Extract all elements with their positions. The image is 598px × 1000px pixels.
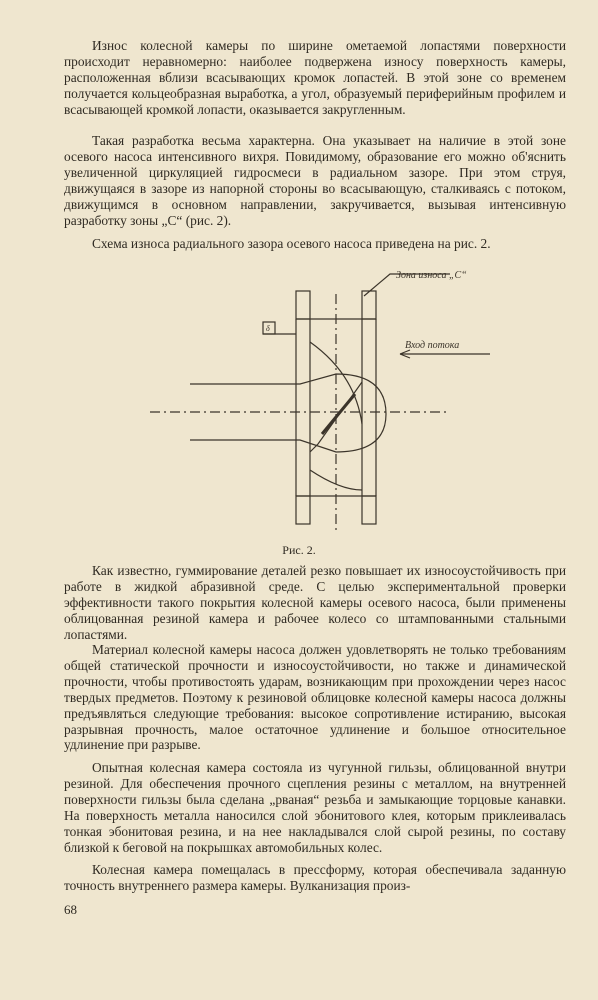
zone-label: Зона износа „С“ [396, 270, 467, 281]
figure-pump-diagram [150, 264, 550, 544]
figure-caption: Рис. 2. [282, 543, 316, 557]
paragraph-1: Износ колесной камеры по ширине ометаемой лопастями поверхности происходит неравномерно: наиболее подвержена износу поверхность камеры, расположенная вблизи всасывающих кромок лопастей. В этой зоне со временем получается кольцеобразная выработка, а угол, образуемый периферийным профилем и всасывающей кромкой лопасти, оказывается закругленным. [64, 38, 566, 117]
page-number: 68 [64, 902, 77, 917]
paragraph-4: Как известно, гуммирование деталей резко повышает их износоустойчивость при работе в жидкой абразивной среде. С целью экспериментальной проверки эффективности такого покрытия колесной камеры осевого насоса, были применены облицованная резиной камера и рабочее колесо со штампованными стальными лопастями. [64, 563, 566, 642]
flow-label: Вход потока [405, 340, 460, 351]
paragraph-2: Такая разработка весьма характерна. Она указывает на наличие в этой зоне осевого насоса интенсивного вихря. Повидимому, образование его можно об'яснить увеличенной циркуляцией гидросмеси в радиальном зазоре. При этом струя, движущаяся в зазоре из напорной стороны во всасывающую, сталкиваясь с потоком, движущимся в основном направлении, закручивается, вызывая интенсивную разработку зоны „С“ (рис. 2). [64, 133, 566, 228]
gap-label: δ [266, 324, 270, 333]
paragraph-7: Колесная камера помещалась в прессформу, которая обеспечивала заданную точность внутреннего размера камеры. Вулканизация произ- [64, 862, 566, 893]
paragraph-6: Опытная колесная камера состояла из чугунной гильзы, облицованной внутри резиной. Для обеспечения прочного сцепления резины с металлом, на внутренней поверхности гильзы была сделана „рваная“ резьба и замыкающие торцовые канавки. На поверхность металла наносился слой эбонитового клея, которым приклеивалась тонкая эбонитовая резина, и на нее накладывался слой сырой резины, по составу близкой к беговой на покрышках автомобильных колес. [64, 760, 566, 855]
paragraph-5: Материал колесной камеры насоса должен удовлетворять не только требованиям общей статической прочности и износоустойчивости, но также и динамической прочности, чтобы противостоять ударам, возникающим при прохождении через насос твердых предметов. Поэтому к резиновой облицовке колесной камеры насоса должны предъявляться следующие требования: высокое сопротивление истиранию, высокая разрывная прочность, малое остаточное удлинение и большое относительное удлинение при разрыве. [64, 642, 566, 753]
paragraph-3: Схема износа радиального зазора осевого насоса приведена на рис. 2. [92, 236, 491, 251]
